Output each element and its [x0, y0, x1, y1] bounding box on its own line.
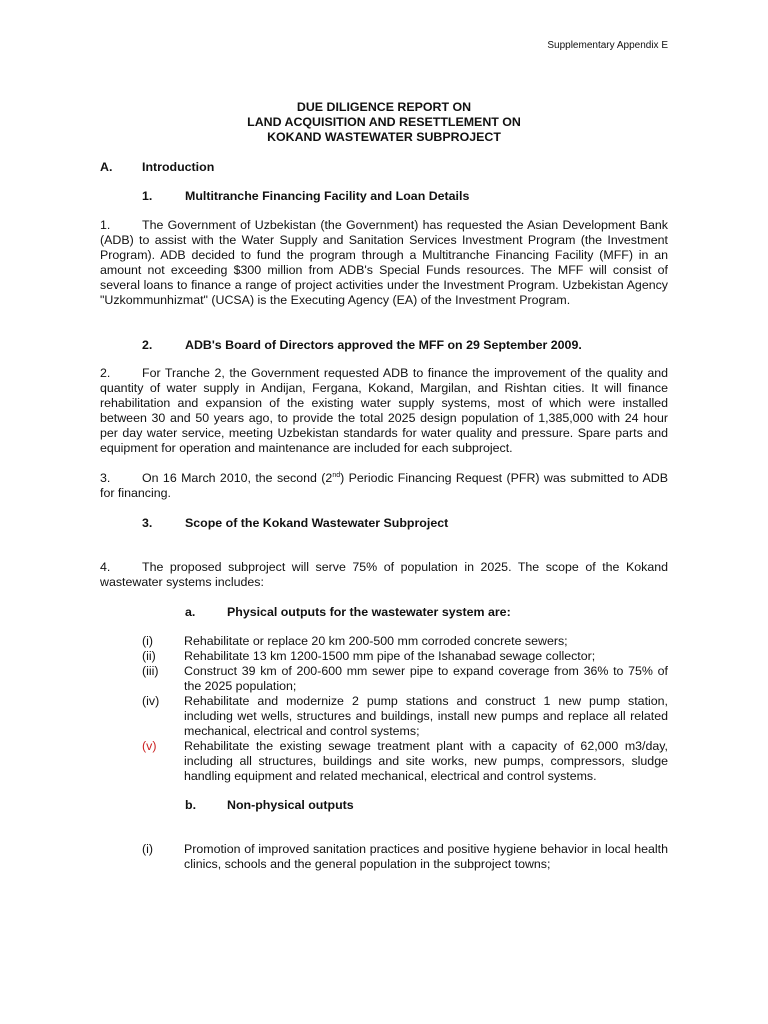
- item-number: (i): [142, 842, 154, 856]
- subsection-label: Non-physical outputs: [227, 798, 354, 812]
- paragraph-number: 1.: [100, 218, 111, 232]
- subsection-letter: b.: [185, 798, 197, 812]
- list-item: [142, 649, 668, 664]
- subsection-letter: a.: [185, 605, 196, 619]
- non-physical-outputs-list: [142, 842, 668, 872]
- paragraph-text: For Tranche 2, the Government requested ADB to finance the improvement of the quality and quantity of water supply in Andijan, Fergana, Kokand, Margilan, and Rishtan cities. It will finance rehabilitation and expansion of the existing water supply systems, most of which were installed between 30 and 50 years ago, to provide the total 2025 design population of 1,385,000 with 24 hour per day water service, meeting Uzbekistan standards for water quality and pressure. Spare parts and equipment for operation and maintenance are included for each subproject.: [100, 366, 668, 455]
- item-text: Promotion of improved sanitation practices and positive hygiene behavior in local health clinics, schools and the general population in the subproject towns;: [184, 842, 668, 871]
- subsection-number: 2.: [142, 338, 153, 352]
- list-item: [142, 634, 668, 649]
- item-text: Construct 39 km of 200-600 mm sewer pipe to expand coverage from 36% to 75% of the 2025 population;: [184, 664, 668, 693]
- item-text: Rehabilitate 13 km 1200-1500 mm pipe of the Ishanabad sewage collector;: [184, 649, 596, 663]
- item-text: Rehabilitate or replace 20 km 200-500 mm corroded concrete sewers;: [184, 634, 568, 648]
- section-label: Introduction: [142, 160, 215, 174]
- subsection-1-heading: [142, 189, 668, 204]
- paragraph-1: [100, 218, 668, 308]
- subsection-label: Multitranche Financing Facility and Loan Details: [185, 189, 470, 203]
- subsection-label: Scope of the Kokand Wastewater Subproject: [185, 516, 449, 530]
- paragraph-text: The proposed subproject will serve 75% of population in 2025. The scope of the Kokand wastewater systems includes:: [100, 560, 668, 589]
- item-text: Rehabilitate the existing sewage treatment plant with a capacity of 62,000 m3/day, including all structures, buildings and site works, new pumps, compressors, sludge handling equipment and related mechanical, electrical and control systems.: [184, 739, 668, 783]
- report-title: [100, 100, 668, 145]
- list-item: [142, 739, 668, 784]
- subsection-number: 3.: [142, 516, 153, 530]
- item-number: (i): [142, 634, 154, 648]
- paragraph-text-after: ) Periodic Financing Request (PFR) was submitted to ADB for financing.: [100, 471, 668, 500]
- subsection-3-heading: [142, 516, 668, 531]
- paragraph-4: [100, 560, 668, 590]
- subsection-b-heading: [185, 798, 668, 813]
- subsection-number: 1.: [142, 189, 153, 203]
- list-item: [142, 694, 668, 739]
- paragraph-number: 4.: [100, 560, 111, 574]
- appendix-label: Supplementary Appendix E: [547, 40, 668, 51]
- ordinal-superscript: nd: [332, 471, 341, 479]
- title-line-1: DUE DILIGENCE REPORT ON: [296, 100, 472, 114]
- item-number: (ii): [142, 649, 156, 663]
- section-number: A.: [100, 160, 113, 174]
- paragraph-number: 3.: [100, 471, 111, 485]
- paragraph-2: [100, 366, 668, 456]
- title-line-3: KOKAND WASTEWATER SUBPROJECT: [267, 130, 501, 144]
- paragraph-3: [100, 471, 668, 501]
- section-a-heading: [100, 160, 668, 175]
- paragraph-number: 2.: [100, 366, 111, 380]
- subsection-2-heading: [142, 338, 668, 353]
- paragraph-text: The Government of Uzbekistan (the Government) has requested the Asian Development Bank (ADB) to assist with the Water Supply and Sanitation Services Investment Program (the Investment Program). ADB decided to fund the program through a Multitranche Financing Facility (MFF) in an amount not exceeding $300 million from ADB's Special Funds resources. The MFF will consist of several loans to finance a range of project activities under the Investment Program. Uzbekistan Agency "Uzkommunhizmat" (UCSA) is the Executing Agency (EA) of the Investment Program.: [100, 218, 668, 307]
- subsection-label: ADB's Board of Directors approved the MFF on 29 September 2009.: [185, 338, 582, 352]
- title-line-2: LAND ACQUISITION AND RESETTLEMENT ON: [247, 115, 521, 129]
- list-item: [142, 842, 668, 872]
- item-number: (iii): [142, 664, 159, 678]
- list-item: [142, 664, 668, 694]
- paragraph-text-before: On 16 March 2010, the second (2: [142, 471, 333, 485]
- item-number: (iv): [142, 694, 160, 708]
- subsection-label: Physical outputs for the wastewater system are:: [227, 605, 511, 619]
- physical-outputs-list: [142, 634, 668, 784]
- item-text: Rehabilitate and modernize 2 pump stations and construct 1 new pump station, including wet wells, structures and buildings, install new pumps and replace all related mechanical, electrical and control systems;: [184, 694, 668, 738]
- subsection-a-heading: [185, 605, 668, 620]
- item-number: (v): [142, 739, 157, 753]
